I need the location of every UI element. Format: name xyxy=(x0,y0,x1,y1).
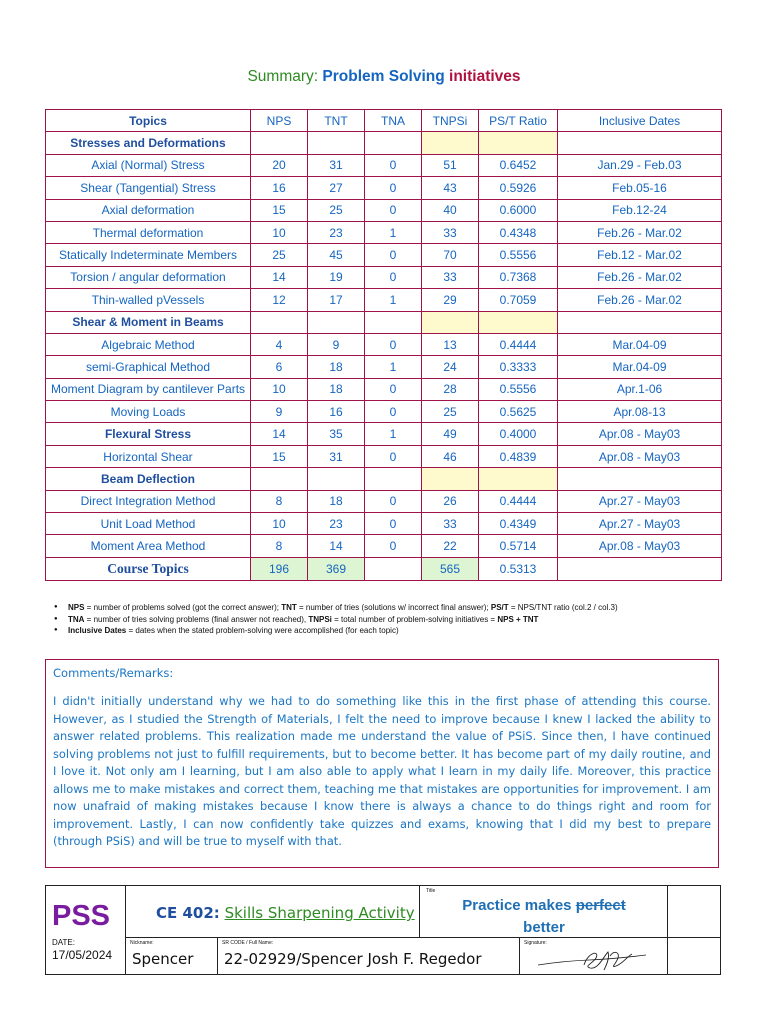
value-cell: 10 xyxy=(251,378,308,400)
title-part2: initiatives xyxy=(449,68,521,85)
value-cell: 0 xyxy=(365,177,422,199)
struck-word: perfect xyxy=(575,897,626,914)
value-cell: 0.4349 xyxy=(479,513,558,535)
value-cell: 49 xyxy=(422,423,479,445)
section-title: Beam Deflection xyxy=(46,468,251,490)
value-cell: Jan.29 - Feb.03 xyxy=(558,154,722,176)
empty-cell xyxy=(365,468,422,490)
section-title: Stresses and Deformations xyxy=(46,132,251,154)
column-header: PS/T Ratio xyxy=(479,110,558,132)
table-row xyxy=(46,378,722,400)
value-cell: 24 xyxy=(422,356,479,378)
value-cell: Apr.27 - May03 xyxy=(558,490,722,512)
value-cell: 27 xyxy=(308,177,365,199)
value-cell: 0 xyxy=(365,244,422,266)
topic-cell: semi-Graphical Method xyxy=(46,356,251,378)
column-header: TNT xyxy=(308,110,365,132)
value-cell: 8 xyxy=(251,490,308,512)
topic-cell: Statically Indeterminate Members xyxy=(46,244,251,266)
topic-cell: Flexural Stress xyxy=(46,423,251,445)
table-row xyxy=(46,154,722,176)
value-cell: 0.4839 xyxy=(479,445,558,467)
footer-course-cell xyxy=(126,886,420,938)
value-cell: 9 xyxy=(308,333,365,355)
value-cell: 0.5556 xyxy=(479,378,558,400)
value-cell: Feb.26 - Mar.02 xyxy=(558,289,722,311)
table-row xyxy=(46,513,722,535)
value-cell: 8 xyxy=(251,535,308,557)
empty-cell xyxy=(365,132,422,154)
value-cell: 14 xyxy=(251,266,308,288)
value-cell: 23 xyxy=(308,513,365,535)
value-cell: 15 xyxy=(251,445,308,467)
comments-label: Comments/Remarks: xyxy=(53,666,174,680)
value-cell: 0.4000 xyxy=(479,423,558,445)
empty-cell xyxy=(479,132,558,154)
course-line: CE 402: Skills Sharpening Activity xyxy=(156,904,415,922)
empty-cell xyxy=(422,468,479,490)
value-cell: 0 xyxy=(365,199,422,221)
topic-cell: Thermal deformation xyxy=(46,221,251,243)
section-row xyxy=(46,132,722,154)
signature-label: Signature: xyxy=(524,940,547,946)
table-row xyxy=(46,535,722,557)
section-row xyxy=(46,468,722,490)
total-label: Course Topics xyxy=(46,557,251,580)
value-cell: 0.4444 xyxy=(479,490,558,512)
nickname-label: Nickname: xyxy=(130,940,154,946)
column-header: Inclusive Dates xyxy=(558,110,722,132)
footer-sr-cell xyxy=(218,938,520,974)
value-cell: Mar.04-09 xyxy=(558,333,722,355)
value-cell: 1 xyxy=(365,221,422,243)
value-cell: 16 xyxy=(251,177,308,199)
value-cell: 25 xyxy=(308,199,365,221)
value-cell: 31 xyxy=(308,154,365,176)
value-cell: Apr.08-13 xyxy=(558,401,722,423)
topic-cell: Direct Integration Method xyxy=(46,490,251,512)
total-cell: 565 xyxy=(422,557,479,580)
sr-value: 22-02929/Spencer Josh F. Regedor xyxy=(224,950,482,968)
value-cell: 18 xyxy=(308,356,365,378)
value-cell: 10 xyxy=(251,221,308,243)
value-cell: 0.3333 xyxy=(479,356,558,378)
value-cell: 10 xyxy=(251,513,308,535)
table-row xyxy=(46,445,722,467)
value-cell: 0 xyxy=(365,378,422,400)
topic-cell: Moment Area Method xyxy=(46,535,251,557)
footer-logo-cell xyxy=(46,886,126,974)
column-header: Topics xyxy=(46,110,251,132)
value-cell: 0 xyxy=(365,333,422,355)
value-cell: Apr.08 - May03 xyxy=(558,445,722,467)
note-item: ● NPS = number of problems solved (got the correct answer); TNT = number of tries (solutions w/ incorrect final answer); PS/T = NPS/TNT ratio (col.2 / col.3) xyxy=(54,602,744,614)
footer-block xyxy=(45,885,721,975)
value-cell: 4 xyxy=(251,333,308,355)
table-row xyxy=(46,289,722,311)
value-cell: 0.6000 xyxy=(479,199,558,221)
topic-cell: Shear (Tangential) Stress xyxy=(46,177,251,199)
value-cell: 0.6452 xyxy=(479,154,558,176)
topic-cell: Horizontal Shear xyxy=(46,445,251,467)
value-cell: 0 xyxy=(365,490,422,512)
value-cell: 22 xyxy=(422,535,479,557)
topic-cell: Unit Load Method xyxy=(46,513,251,535)
empty-cell xyxy=(308,311,365,333)
value-cell: 46 xyxy=(422,445,479,467)
value-cell: 16 xyxy=(308,401,365,423)
title-part1: Problem Solving xyxy=(322,68,445,85)
value-cell: 43 xyxy=(422,177,479,199)
table-row xyxy=(46,333,722,355)
value-cell: 26 xyxy=(422,490,479,512)
footer-nickname-cell xyxy=(126,938,218,974)
value-cell: 1 xyxy=(365,356,422,378)
value-cell: 70 xyxy=(422,244,479,266)
table-row xyxy=(46,266,722,288)
empty-cell xyxy=(251,311,308,333)
value-cell: 0.4444 xyxy=(479,333,558,355)
footer-empty-cell xyxy=(668,886,720,938)
value-cell: 40 xyxy=(422,199,479,221)
course-code: CE 402 xyxy=(156,904,214,922)
column-header: TNPSi xyxy=(422,110,479,132)
total-row xyxy=(46,557,722,580)
empty-cell xyxy=(479,468,558,490)
motto-line-2: better xyxy=(523,919,565,936)
legend-notes xyxy=(54,602,744,637)
topic-cell: Torsion / angular deformation xyxy=(46,266,251,288)
value-cell: 17 xyxy=(308,289,365,311)
empty-cell xyxy=(558,468,722,490)
title-label: Title xyxy=(426,888,436,894)
value-cell: 0 xyxy=(365,445,422,467)
column-header: NPS xyxy=(251,110,308,132)
value-cell: 9 xyxy=(251,401,308,423)
comments-body: I didn't initially understand why we had to do something like this in the first phase of attending this course. However, as I studied the Strength of Materials, I felt the need to improve because I knew I lacked the ability to answer related problems. This realization made me understand the value of PSiS. Since then, I have continued solving problems not just to fulfill requirements, but to become better. It has become part of my daily routine, and I love it. Not only am I learning, but I am also able to apply what I learn in my daily life. Moreover, this practice allows me to make mistakes and correct them, teaching me that mistakes are opportunities for improvement. I am now unafraid of making mistakes because I know there is always a chance to do things right and room for improvement. Lastly, I can now confidently take quizzes and exams, knowing that I did my best to prepare (through PSiS) and will be true to myself with that. xyxy=(53,694,711,848)
date-label: DATE: xyxy=(52,938,75,947)
value-cell: 6 xyxy=(251,356,308,378)
value-cell: 29 xyxy=(422,289,479,311)
value-cell: 33 xyxy=(422,221,479,243)
empty-cell xyxy=(251,468,308,490)
value-cell: 0 xyxy=(365,513,422,535)
empty-cell xyxy=(558,311,722,333)
value-cell: Feb.12-24 xyxy=(558,199,722,221)
signature-image xyxy=(534,944,654,972)
value-cell: Mar.04-09 xyxy=(558,356,722,378)
total-cell xyxy=(365,557,422,580)
value-cell: 0 xyxy=(365,535,422,557)
total-cell: 0.5313 xyxy=(479,557,558,580)
empty-cell xyxy=(308,132,365,154)
value-cell: Feb.26 - Mar.02 xyxy=(558,221,722,243)
value-cell: 33 xyxy=(422,513,479,535)
value-cell: 25 xyxy=(422,401,479,423)
value-cell: 0.4348 xyxy=(479,221,558,243)
topic-cell: Axial deformation xyxy=(46,199,251,221)
value-cell: 28 xyxy=(422,378,479,400)
comments-box xyxy=(45,659,719,868)
total-cell xyxy=(558,557,722,580)
note-item: ● Inclusive Dates = dates when the stated problem-solving were accomplished (for each topic) xyxy=(54,625,744,637)
value-cell: 18 xyxy=(308,490,365,512)
footer-blank-cell xyxy=(668,938,720,974)
title-prefix: Summary: xyxy=(247,68,319,85)
topic-cell: Algebraic Method xyxy=(46,333,251,355)
table-row xyxy=(46,221,722,243)
value-cell: 1 xyxy=(365,423,422,445)
value-cell: 19 xyxy=(308,266,365,288)
table-row xyxy=(46,423,722,445)
value-cell: 23 xyxy=(308,221,365,243)
section-row xyxy=(46,311,722,333)
value-cell: 0 xyxy=(365,401,422,423)
summary-table xyxy=(45,109,722,581)
table-row xyxy=(46,244,722,266)
value-cell: Feb.26 - Mar.02 xyxy=(558,266,722,288)
value-cell: 0.7368 xyxy=(479,266,558,288)
topic-cell: Thin-walled pVessels xyxy=(46,289,251,311)
table-header-row xyxy=(46,110,722,132)
value-cell: 0.5714 xyxy=(479,535,558,557)
topic-cell: Moment Diagram by cantilever Parts xyxy=(46,378,251,400)
value-cell: 33 xyxy=(422,266,479,288)
nickname-value: Spencer xyxy=(132,950,194,968)
total-cell: 369 xyxy=(308,557,365,580)
empty-cell xyxy=(422,132,479,154)
value-cell: Feb.12 - Mar.02 xyxy=(558,244,722,266)
value-cell: Apr.27 - May03 xyxy=(558,513,722,535)
value-cell: 20 xyxy=(251,154,308,176)
table-row xyxy=(46,490,722,512)
table-row xyxy=(46,199,722,221)
value-cell: 0 xyxy=(365,266,422,288)
footer-signature-cell xyxy=(520,938,668,974)
value-cell: 0.5556 xyxy=(479,244,558,266)
table-row xyxy=(46,401,722,423)
value-cell: 0.5625 xyxy=(479,401,558,423)
sr-label: SR CODE / Full Name: xyxy=(222,940,274,946)
value-cell: 14 xyxy=(251,423,308,445)
empty-cell xyxy=(479,311,558,333)
value-cell: 51 xyxy=(422,154,479,176)
table-row xyxy=(46,356,722,378)
value-cell: 1 xyxy=(365,289,422,311)
value-cell: 12 xyxy=(251,289,308,311)
value-cell: Apr.08 - May03 xyxy=(558,423,722,445)
motto-line-1: Practice makes perfect xyxy=(462,897,626,914)
value-cell: 18 xyxy=(308,378,365,400)
value-cell: 0.7059 xyxy=(479,289,558,311)
value-cell: Apr.1-06 xyxy=(558,378,722,400)
topic-cell: Moving Loads xyxy=(46,401,251,423)
value-cell: 45 xyxy=(308,244,365,266)
value-cell: 25 xyxy=(251,244,308,266)
value-cell: Feb.05-16 xyxy=(558,177,722,199)
pss-logo: PSS xyxy=(52,900,111,932)
note-item: ● TNA = number of tries solving problems (final answer not reached), TNPSi = total number of problem-solving initiatives = NPS + TNT xyxy=(54,614,744,626)
value-cell: 31 xyxy=(308,445,365,467)
course-name: Skills Sharpening Activity xyxy=(224,904,415,922)
page-title xyxy=(0,68,768,86)
value-cell: Apr.08 - May03 xyxy=(558,535,722,557)
footer-title-cell xyxy=(420,886,668,938)
empty-cell xyxy=(422,311,479,333)
table-row xyxy=(46,177,722,199)
section-title: Shear & Moment in Beams xyxy=(46,311,251,333)
empty-cell xyxy=(251,132,308,154)
value-cell: 35 xyxy=(308,423,365,445)
value-cell: 0.5926 xyxy=(479,177,558,199)
value-cell: 13 xyxy=(422,333,479,355)
empty-cell xyxy=(308,468,365,490)
empty-cell xyxy=(558,132,722,154)
empty-cell xyxy=(365,311,422,333)
column-header: TNA xyxy=(365,110,422,132)
value-cell: 14 xyxy=(308,535,365,557)
date-value: 17/05/2024 xyxy=(52,948,113,962)
value-cell: 0 xyxy=(365,154,422,176)
total-cell: 196 xyxy=(251,557,308,580)
value-cell: 15 xyxy=(251,199,308,221)
topic-cell: Axial (Normal) Stress xyxy=(46,154,251,176)
